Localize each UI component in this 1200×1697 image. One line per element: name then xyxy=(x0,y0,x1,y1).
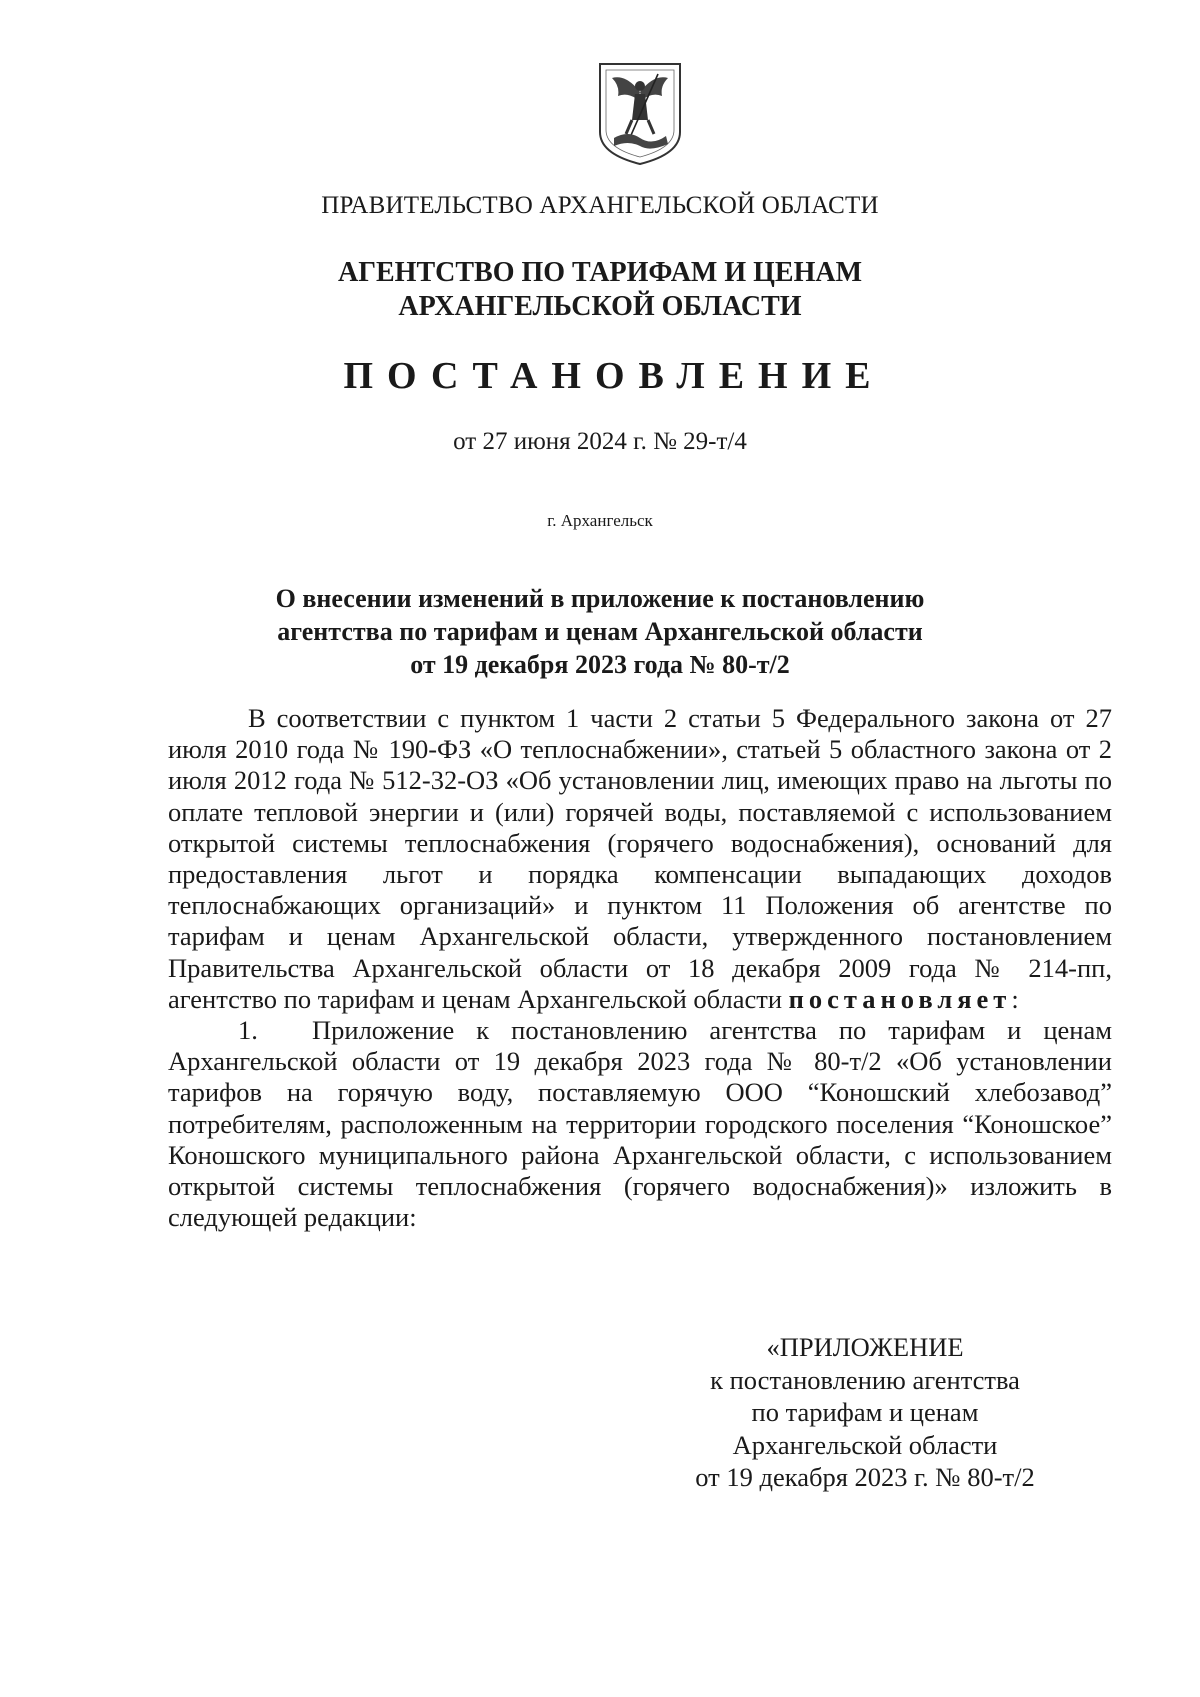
preamble-text: В соответствии с пунктом 1 части 2 статьи 5 Федерального закона от 27 июля 2010 года № 190-ФЗ «О теплоснабжении», статьей 5 областного закона от 2 июля 2012 года № 512-32-ОЗ «Об установлении лиц, имеющих право на льготы по оплате тепловой энергии и (или) горячей воды, поставляемой с использованием открытой системы теплоснабжения (горячего водоснабжения), оснований для предоставления льгот и порядка компенсации выпадающих доходов теплоснабжающих организаций» и пунктом 11 Положения об агентстве по тарифам и ценам Архангельской области, утвержденного постановлением Правительства Архангельской области от 18 декабря 2009 года № 214-пп, агентство по тарифам и ценам Архангельской области xyxy=(168,703,1112,1014)
agency-name-line2: АРХАНГЕЛЬСКОЙ ОБЛАСТИ xyxy=(398,291,802,322)
item-1-paragraph xyxy=(168,1015,1112,1233)
coat-of-arms-icon xyxy=(598,62,682,166)
resolves-punct: : xyxy=(1011,983,1019,1014)
subject-line1: О внесении изменений в приложение к постановлению xyxy=(275,584,925,613)
subject-line3: от 19 декабря 2023 года № 80-т/2 xyxy=(410,650,790,679)
appendix-line2: к постановлению агентства xyxy=(710,1364,1020,1395)
agency-name xyxy=(0,256,1200,324)
appendix-line5: от 19 декабря 2023 г. № 80-т/2 xyxy=(695,1462,1035,1492)
document-date-number: от 27 июня 2024 г. № 29-т/4 xyxy=(453,428,747,455)
document-body xyxy=(168,703,1112,1233)
government-name: ПРАВИТЕЛЬСТВО АРХАНГЕЛЬСКОЙ ОБЛАСТИ xyxy=(321,192,879,219)
appendix-line3: по тарифам и ценам xyxy=(751,1397,979,1427)
document-subject xyxy=(0,582,1200,681)
item-1-text: Приложение к постановлению агентства по тарифам и ценам Архангельской области от 19 декабря 2023 года № 80-т/2 «Об установлении тарифов на горячую воду, поставляемую ООО “Коношский хлебозавод” потребителям, расположенным на территории городского поселения “Коношское” Коношского муниципального района Архангельской области, с использованием открытой системы теплоснабжения (горячего водоснабжения)» изложить в следующей редакции: xyxy=(168,1015,1112,1233)
appendix-line4: Архангельской области xyxy=(732,1429,998,1460)
appendix-header xyxy=(640,1331,1090,1494)
resolves-keyword: постановляет xyxy=(788,983,1012,1014)
document-type: ПОСТАНОВЛЕНИЕ xyxy=(343,355,885,397)
preamble-paragraph xyxy=(168,703,1112,1015)
appendix-line1: «ПРИЛОЖЕНИЕ xyxy=(766,1332,964,1362)
item-1-number: 1. xyxy=(238,1015,258,1046)
agency-name-line1: АГЕНТСТВО ПО ТАРИФАМ И ЦЕНАМ xyxy=(337,257,863,288)
subject-line2: агентства по тарифам и ценам Архангельской области xyxy=(277,617,923,646)
document-city: г. Архангельск xyxy=(547,511,653,530)
